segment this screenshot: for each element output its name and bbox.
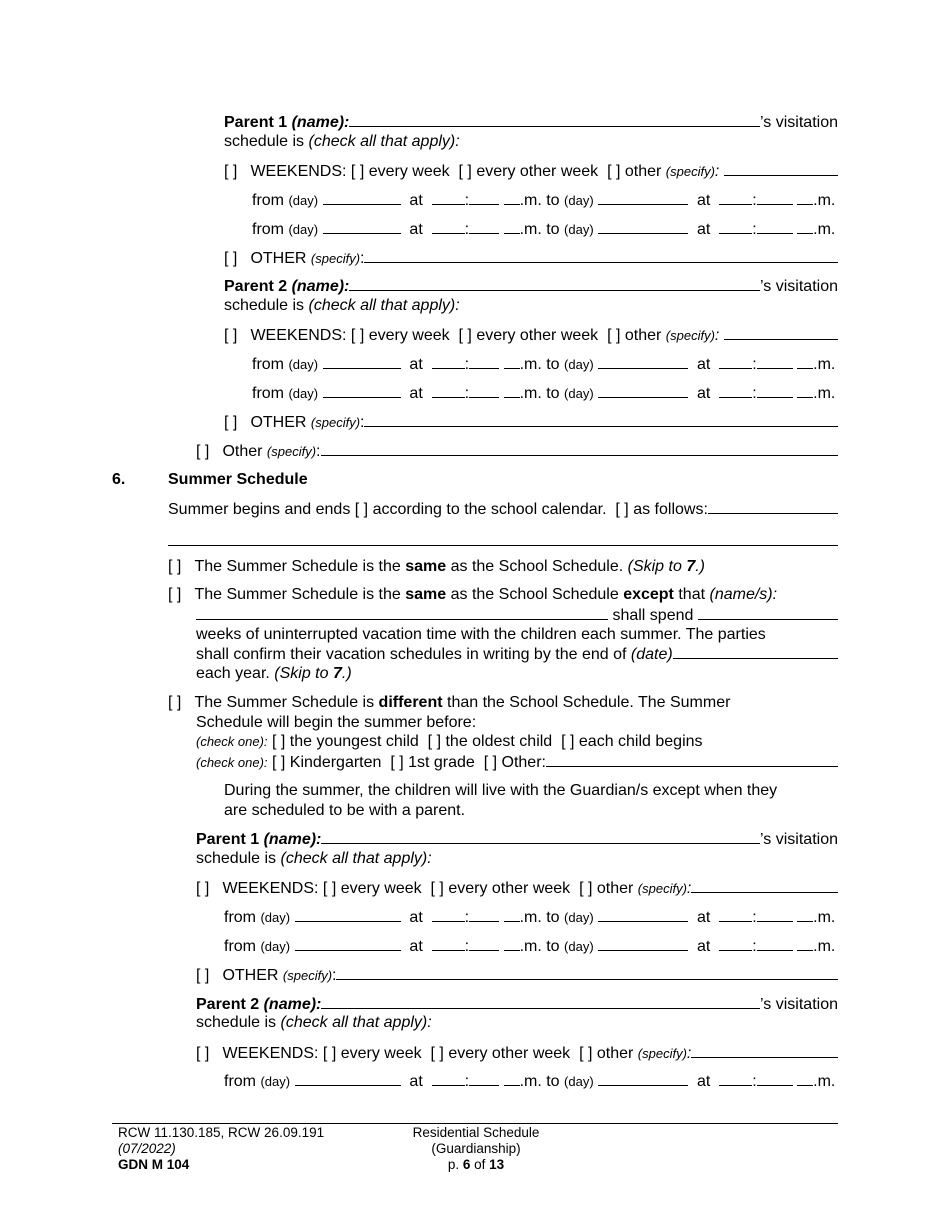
kindergarten-checkbox[interactable]: [ ]	[272, 754, 286, 771]
shall-spend-line: shall spend	[196, 605, 838, 624]
every-week-checkbox[interactable]: [ ]	[322, 880, 337, 897]
hour-field[interactable]	[432, 190, 465, 205]
weekends-line: [ ] WEEKENDS: [ ] every week [ ] every other week [ ] other (specify) :	[196, 1043, 838, 1062]
other-specify-line: [ ] OTHER (specify) :	[196, 965, 838, 984]
ampm-field[interactable]	[797, 219, 813, 234]
ampm-field[interactable]	[504, 1071, 520, 1086]
to-day-field[interactable]	[598, 907, 688, 922]
from-day-field[interactable]	[295, 1071, 401, 1086]
parent2-label: Parent 2	[196, 996, 260, 1013]
different-begin-text: Schedule will begin the summer before:	[196, 714, 477, 731]
parent1-name-line: Parent 1 (name): ’s visitation	[224, 114, 838, 131]
ampm-field[interactable]	[504, 907, 520, 922]
to-day-field[interactable]	[598, 354, 688, 369]
hour-field[interactable]	[719, 383, 752, 398]
footer-left	[118, 1125, 324, 1173]
hour-field[interactable]	[719, 190, 752, 205]
other-specify-field[interactable]	[364, 412, 838, 427]
minute-field[interactable]	[469, 907, 499, 922]
names-field[interactable]	[196, 605, 608, 620]
minute-field[interactable]	[757, 936, 793, 951]
every-week-checkbox[interactable]: [ ]	[322, 1045, 337, 1062]
other-checkbox[interactable]: [ ]	[196, 443, 210, 460]
ampm-field[interactable]	[504, 936, 520, 951]
to-day-field[interactable]	[598, 190, 688, 205]
ampm-field[interactable]	[797, 907, 813, 922]
oldest-child-checkbox[interactable]: [ ]	[427, 733, 442, 750]
minute-field[interactable]	[757, 190, 793, 205]
minute-field[interactable]	[757, 1071, 793, 1086]
minute-field[interactable]	[469, 190, 499, 205]
parent1-label: Parent 1	[224, 114, 288, 131]
same-schedule-option: [ ] The Summer Schedule is the same as the School Schedule. (Skip to 7.)	[168, 558, 706, 575]
other-specify-field[interactable]	[336, 965, 838, 980]
each-year-line: each year. (Skip to 7.)	[196, 665, 352, 682]
minute-field[interactable]	[757, 383, 793, 398]
minute-field[interactable]	[469, 1071, 499, 1086]
weekends-line: [ ] WEEKENDS: [ ] every week [ ] every other week [ ] other (specify) :	[224, 325, 838, 344]
minute-field[interactable]	[469, 383, 499, 398]
hour-field[interactable]	[432, 936, 465, 951]
footer-subtitle: (Guardianship)	[431, 1141, 521, 1156]
every-other-week-checkbox[interactable]: [ ]	[430, 880, 444, 897]
first-grade-checkbox[interactable]: [ ]	[390, 754, 404, 771]
hour-field[interactable]	[432, 1071, 465, 1086]
hour-field[interactable]	[719, 907, 752, 922]
minute-field[interactable]	[757, 219, 793, 234]
grade-other-field[interactable]	[546, 752, 838, 767]
schedule-is-line: schedule is (check all that apply):	[224, 297, 460, 314]
from-time-line: from (day) at : .m. to (day) at : .m.	[252, 221, 836, 238]
weekends-other-field[interactable]	[724, 161, 838, 176]
parent1-label: Parent 1	[196, 831, 260, 848]
ampm-field[interactable]	[504, 219, 520, 234]
ampm-field[interactable]	[504, 383, 520, 398]
to-day-field[interactable]	[598, 219, 688, 234]
minute-field[interactable]	[469, 219, 499, 234]
minute-field[interactable]	[469, 936, 499, 951]
except-option: [ ] The Summer Schedule is the same as the School Schedule except that (name/s):	[168, 586, 778, 603]
other-checkbox[interactable]: [ ]	[579, 1045, 593, 1062]
footer-page: p. 6 of 13	[447, 1157, 505, 1172]
parent1-name-field[interactable]	[321, 829, 760, 844]
weekends-checkbox[interactable]: [ ]	[196, 1045, 210, 1062]
other-checkbox[interactable]: [ ]	[196, 967, 210, 984]
from-time-line: from (day) at : .m. to (day) at : .m.	[252, 356, 836, 373]
summer-begins-line: Summer begins and ends [ ] according to the school calendar. [ ] as follows:	[168, 499, 838, 518]
every-other-week-checkbox[interactable]: [ ]	[458, 327, 472, 344]
from-day-field[interactable]	[295, 907, 401, 922]
footer-title: Residential Schedule	[412, 1125, 540, 1140]
other-specify-field[interactable]	[364, 248, 838, 263]
hour-field[interactable]	[432, 354, 465, 369]
hour-field[interactable]	[719, 1071, 752, 1086]
weekends-checkbox[interactable]: [ ]	[224, 327, 238, 344]
every-other-week-checkbox[interactable]: [ ]	[458, 163, 472, 180]
as-follows-continuation-field[interactable]	[168, 545, 838, 546]
each-child-checkbox[interactable]: [ ]	[561, 733, 575, 750]
from-time-line: from (day) at : .m. to (day) at : .m.	[252, 192, 836, 209]
other-checkbox[interactable]: [ ]	[224, 250, 238, 267]
minute-field[interactable]	[757, 907, 793, 922]
from-time-line: from (day) at : .m. to (day) at : .m.	[252, 385, 836, 402]
confirm-date-field[interactable]	[673, 644, 838, 659]
from-day-field[interactable]	[295, 936, 401, 951]
hour-field[interactable]	[719, 354, 752, 369]
ampm-field[interactable]	[797, 1071, 813, 1086]
section-title: Summer Schedule	[168, 471, 308, 488]
school-calendar-checkbox[interactable]: [ ]	[354, 501, 369, 518]
check-one-child-line: (check one): [ ] the youngest child [ ] the oldest child [ ] each child begins	[196, 733, 703, 750]
different-checkbox[interactable]: [ ]	[168, 694, 182, 711]
to-day-field[interactable]	[598, 936, 688, 951]
other-general-line: [ ] Other (specify) :	[196, 441, 838, 460]
other-general-field[interactable]	[321, 441, 839, 456]
different-option: [ ] The Summer Schedule is different than the School Schedule. The Summer	[168, 694, 731, 711]
from-time-line: from (day) at : .m. to (day) at : .m.	[224, 938, 836, 955]
every-other-week-checkbox[interactable]: [ ]	[430, 1045, 444, 1062]
ampm-field[interactable]	[797, 190, 813, 205]
as-follows-checkbox[interactable]: [ ]	[615, 501, 629, 518]
from-day-field[interactable]	[323, 190, 401, 205]
from-day-field[interactable]	[323, 354, 401, 369]
other-specify-line: [ ] OTHER (specify) :	[224, 248, 838, 267]
weeks-count-field[interactable]	[698, 605, 838, 620]
weekends-other-field[interactable]	[724, 325, 838, 340]
every-week-checkbox[interactable]: [ ]	[350, 327, 365, 344]
hour-field[interactable]	[719, 936, 752, 951]
weekends-other-field[interactable]	[691, 878, 838, 893]
from-day-field[interactable]	[323, 383, 401, 398]
footer-divider	[112, 1123, 838, 1124]
weeks-text: weeks of uninterrupted vacation time with the children each summer. The parties	[196, 626, 766, 643]
schedule-is-line: schedule is (check all that apply):	[196, 1014, 432, 1031]
footer-center	[396, 1125, 556, 1173]
hour-field[interactable]	[432, 907, 465, 922]
section-number: 6.	[112, 471, 126, 488]
parent2-name-line: Parent 2 (name): ’s visitation	[224, 278, 838, 295]
other-checkbox[interactable]: [ ]	[607, 163, 621, 180]
confirm-line: shall confirm their vacation schedules in writing by the end of (date)	[196, 644, 838, 663]
weekends-line: [ ] WEEKENDS: [ ] every week [ ] every other week [ ] other (specify) :	[224, 161, 838, 180]
footer-rcw: RCW 11.130.185, RCW 26.09.191	[118, 1125, 325, 1140]
other-specify-line: [ ] OTHER (specify) :	[224, 412, 838, 431]
minute-field[interactable]	[469, 354, 499, 369]
hour-field[interactable]	[432, 219, 465, 234]
hour-field[interactable]	[432, 383, 465, 398]
ampm-field[interactable]	[504, 354, 520, 369]
except-checkbox[interactable]: [ ]	[168, 586, 182, 603]
parent1-name-field[interactable]	[349, 112, 760, 127]
footer-form-number: GDN M 104	[118, 1157, 190, 1172]
parent1-name-line: Parent 1 (name): ’s visitation	[196, 831, 838, 848]
youngest-child-checkbox[interactable]: [ ]	[272, 733, 286, 750]
to-day-field[interactable]	[598, 383, 688, 398]
weekends-other-field[interactable]	[691, 1043, 838, 1058]
to-day-field[interactable]	[598, 1071, 688, 1086]
parent2-name-field[interactable]	[321, 994, 760, 1009]
every-week-checkbox[interactable]: [ ]	[350, 163, 365, 180]
weekends-line: [ ] WEEKENDS: [ ] every week [ ] every other week [ ] other (specify) :	[196, 878, 838, 897]
during-summer-text: are scheduled to be with a parent.	[224, 802, 466, 819]
other-checkbox[interactable]: [ ]	[224, 414, 238, 431]
other-checkbox[interactable]: [ ]	[607, 327, 621, 344]
schedule-is-line: schedule is (check all that apply):	[224, 133, 460, 150]
ampm-field[interactable]	[797, 354, 813, 369]
from-day-field[interactable]	[323, 219, 401, 234]
during-summer-text: During the summer, the children will live with the Guardian/s except when they	[224, 782, 778, 799]
footer-date: (07/2022)	[118, 1141, 176, 1156]
schedule-is-line: schedule is (check all that apply):	[196, 850, 432, 867]
parent2-name-field[interactable]	[349, 276, 760, 291]
parent2-label: Parent 2	[224, 278, 288, 295]
ampm-field[interactable]	[797, 936, 813, 951]
check-one-grade-line: (check one): [ ] Kindergarten [ ] 1st grade [ ] Other:	[196, 752, 838, 771]
same-schedule-checkbox[interactable]: [ ]	[168, 558, 182, 575]
other-checkbox[interactable]: [ ]	[579, 880, 593, 897]
from-time-line: from (day) at : .m. to (day) at : .m.	[224, 1073, 836, 1090]
minute-field[interactable]	[757, 354, 793, 369]
as-follows-field[interactable]	[708, 499, 838, 514]
from-time-line: from (day) at : .m. to (day) at : .m.	[224, 909, 836, 926]
grade-other-checkbox[interactable]: [ ]	[483, 754, 498, 771]
ampm-field[interactable]	[504, 190, 520, 205]
parent2-name-line: Parent 2 (name): ’s visitation	[196, 996, 838, 1013]
ampm-field[interactable]	[797, 383, 813, 398]
weekends-checkbox[interactable]: [ ]	[196, 880, 210, 897]
hour-field[interactable]	[719, 219, 752, 234]
weekends-checkbox[interactable]: [ ]	[224, 163, 238, 180]
